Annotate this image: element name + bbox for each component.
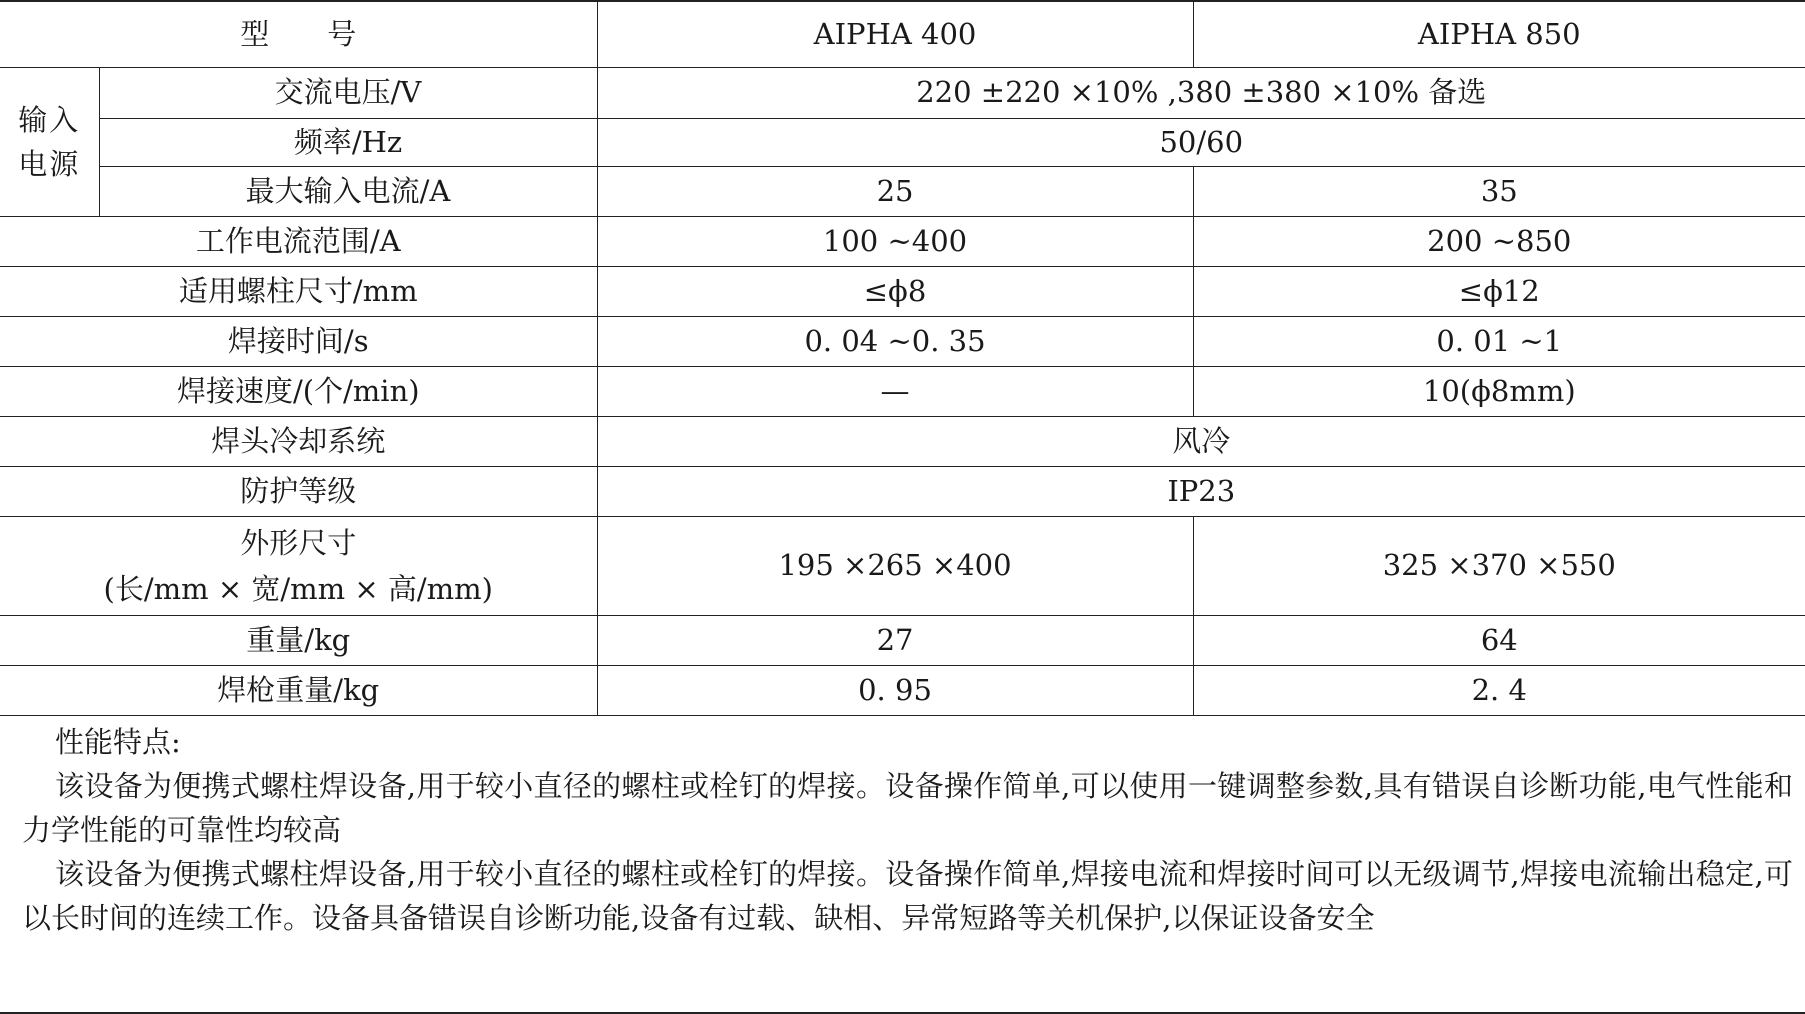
row-label: 重量/kg <box>0 615 597 665</box>
table-row <box>0 366 1805 416</box>
value-aipha-850: 10(ϕ8mm) <box>1193 366 1805 416</box>
row-label: 焊头冷却系统 <box>0 416 597 466</box>
table-row <box>0 516 1805 615</box>
row-label: 频率/Hz <box>99 118 597 166</box>
value-aipha-400: 27 <box>597 615 1193 665</box>
model-header-label: 型 号 <box>0 1 597 67</box>
model-header-aipha-400: AIPHA 400 <box>597 1 1193 67</box>
row-label-dimensions <box>0 516 597 615</box>
merged-value: IP23 <box>597 466 1805 516</box>
row-label: 焊接速度/(个/min) <box>0 366 597 416</box>
row-label: 最大输入电流/A <box>99 166 597 216</box>
value-aipha-850: ≤ϕ12 <box>1193 266 1805 316</box>
row-label: 工作电流范围/A <box>0 216 597 266</box>
dimension-label-line1: 外形尺寸 <box>240 525 357 560</box>
value-aipha-400: 100 ~400 <box>597 216 1193 266</box>
value-aipha-400: 0. 04 ~0. 35 <box>597 316 1193 366</box>
value-aipha-850: 2. 4 <box>1193 665 1805 715</box>
performance-notes <box>0 714 1805 1014</box>
table-row <box>0 615 1805 665</box>
row-label: 防护等级 <box>0 466 597 516</box>
row-label: 适用螺柱尺寸/mm <box>0 266 597 316</box>
notes-title: 性能特点: <box>55 725 181 759</box>
notes-paragraph-2: 该设备为便携式螺柱焊设备,用于较小直径的螺柱或栓钉的焊接。设备操作简单,焊接电流和焊接时间可以无级调节,焊接电流输出稳定,可以长时间的连续工作。设备具备错误自诊断功能,设备有过载、缺相、异常短路等关机保护,以保证设备安全 <box>22 857 1793 935</box>
value-aipha-850: 200 ~850 <box>1193 216 1805 266</box>
dimension-label-line2: (长/mm × 宽/mm × 高/mm) <box>103 571 493 606</box>
notes-paragraph-1: 该设备为便携式螺柱焊设备,用于较小直径的螺柱或栓钉的焊接。设备操作简单,可以使用一键调整参数,具有错误自诊断功能,电气性能和力学性能的可靠性均较高 <box>22 769 1793 847</box>
merged-value: 50/60 <box>597 118 1805 166</box>
input-group-label <box>0 67 99 216</box>
table-row <box>0 166 1805 216</box>
merged-value: 220 ±220 ×10% ,380 ±380 ×10% 备选 <box>597 67 1805 118</box>
row-label: 焊接时间/s <box>0 316 597 366</box>
table-row <box>0 67 1805 118</box>
table-row <box>0 416 1805 466</box>
model-header-aipha-850: AIPHA 850 <box>1193 1 1805 67</box>
row-label: 交流电压/V <box>99 67 597 118</box>
table-row <box>0 118 1805 166</box>
input-group-label-text: 输入电源 <box>18 102 81 181</box>
table-row <box>0 466 1805 516</box>
value-aipha-400: ≤ϕ8 <box>597 266 1193 316</box>
value-aipha-400: — <box>597 366 1193 416</box>
value-aipha-400: 0. 95 <box>597 665 1193 715</box>
value-aipha-850: 325 ×370 ×550 <box>1193 516 1805 615</box>
value-aipha-400: 195 ×265 ×400 <box>597 516 1193 615</box>
value-aipha-850: 0. 01 ~1 <box>1193 316 1805 366</box>
table-row <box>0 665 1805 715</box>
value-aipha-850: 35 <box>1193 166 1805 216</box>
row-label: 焊枪重量/kg <box>0 665 597 715</box>
header-row <box>0 1 1805 67</box>
table-row <box>0 316 1805 366</box>
merged-value: 风冷 <box>597 416 1805 466</box>
value-aipha-400: 25 <box>597 166 1193 216</box>
table-row <box>0 216 1805 266</box>
table-row <box>0 266 1805 316</box>
value-aipha-850: 64 <box>1193 615 1805 665</box>
